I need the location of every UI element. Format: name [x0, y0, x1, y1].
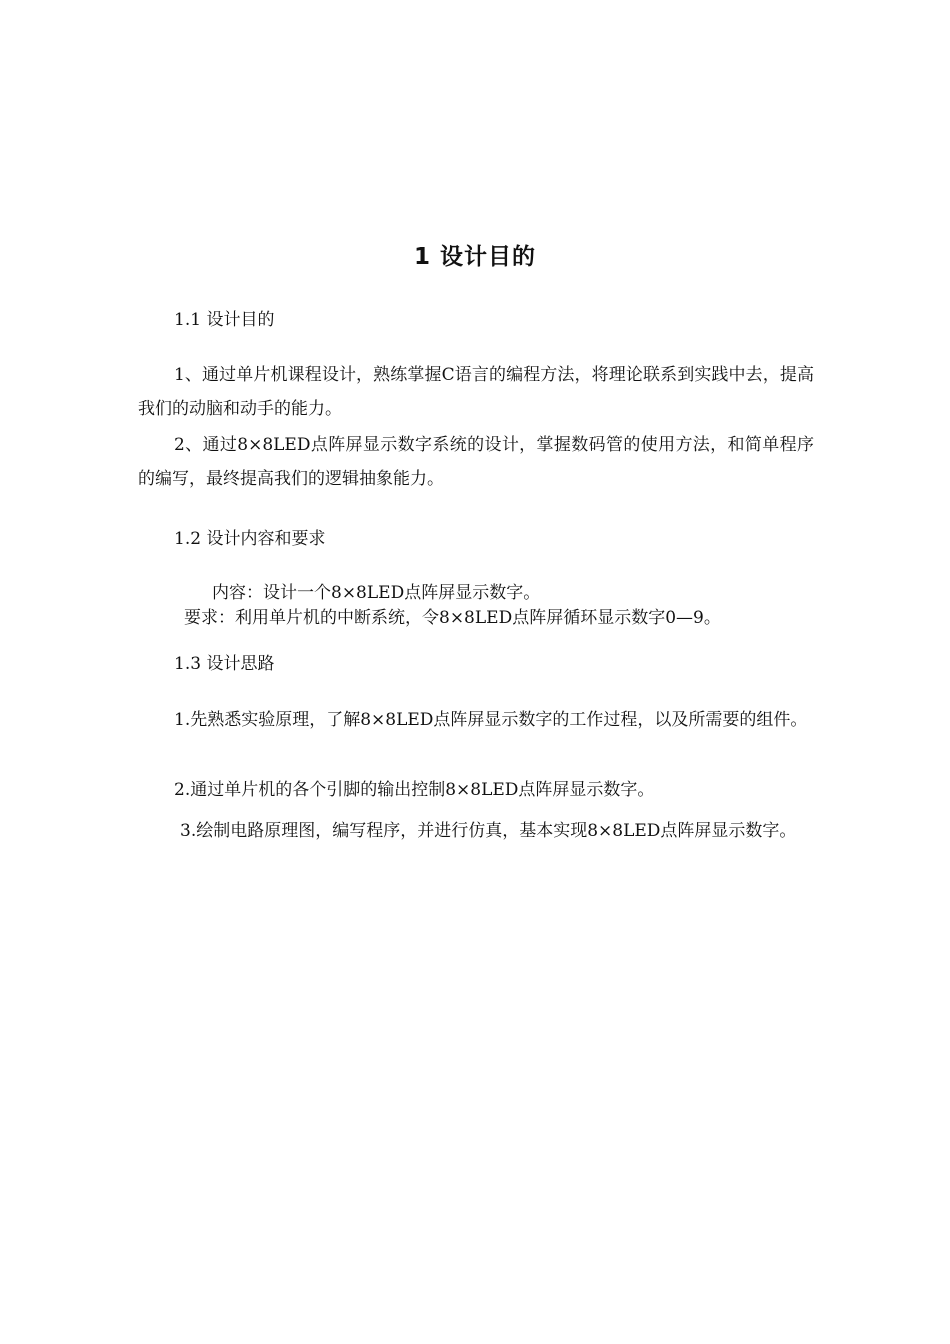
section-heading-1-2: 1.2 设计内容和要求 [174, 529, 326, 549]
paragraph-1-1-1: 1、通过单片机课程设计，熟练掌握C语言的编程方法，将理论联系到实践中去，提高我们的动脑和动手的能力。 [138, 365, 814, 419]
requirement-line: 要求：利用单片机的中断系统，令8×8LED点阵屏循环显示数字0—9。 [184, 608, 721, 628]
design-step-2: 2.通过单片机的各个引脚的输出控制8×8LED点阵屏显示数字。 [174, 780, 655, 800]
content-line: 内容：设计一个8×8LED点阵屏显示数字。 [212, 583, 541, 603]
section-heading-1-3: 1.3 设计思路 [174, 654, 275, 674]
design-step-1: 1.先熟悉实验原理，了解8×8LED点阵屏显示数字的工作过程，以及所需要的组件。 [174, 710, 808, 730]
design-step-3: 3.绘制电路原理图，编写程序，并进行仿真，基本实现8×8LED点阵屏显示数字。 [180, 821, 797, 841]
paragraph-1-1-2: 2、通过8×8LED点阵屏显示数字系统的设计，掌握数码管的使用方法，和简单程序的编写，最终提高我们的逻辑抽象能力。 [138, 435, 814, 489]
section-heading-1-1: 1.1 设计目的 [174, 310, 275, 330]
chapter-title: 1 设计目的 [413, 244, 536, 270]
